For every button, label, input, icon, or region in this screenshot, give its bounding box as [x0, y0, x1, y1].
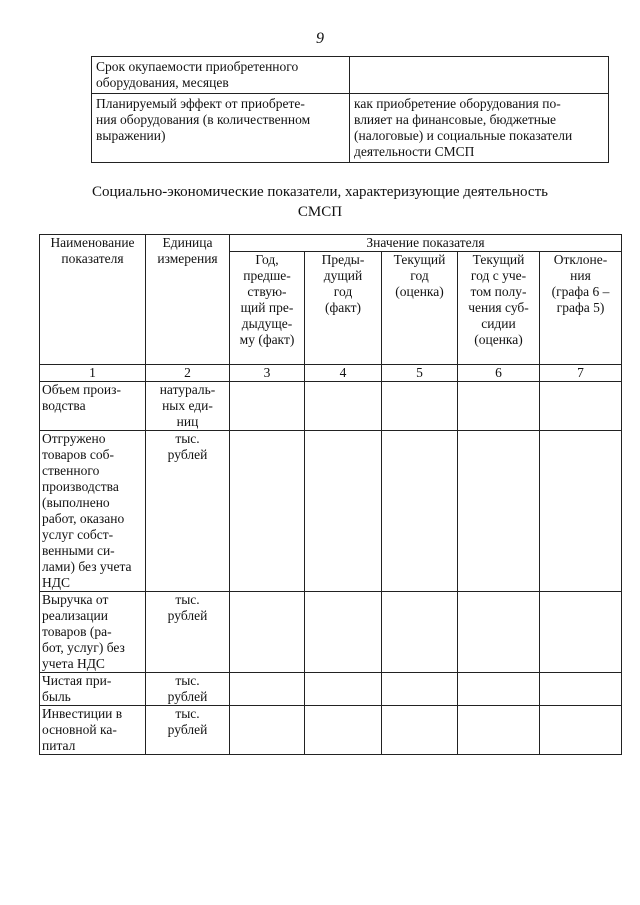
column-number: 5: [382, 365, 458, 382]
equipment-summary-table: [91, 56, 609, 163]
value-cell: [305, 673, 382, 706]
payback-value: [350, 57, 609, 94]
column-number: 1: [40, 365, 146, 382]
text-line: Отгружено: [42, 431, 106, 446]
text-line: ственного: [42, 463, 100, 478]
text-line: дыдуще-: [241, 316, 293, 331]
text-line: влияет на финансовые, бюджетные: [354, 112, 557, 127]
text-line: графа 5): [556, 300, 605, 315]
indicator-unit: [146, 673, 230, 706]
payback-label: [92, 57, 350, 94]
text-line: Чистая при-: [42, 673, 112, 688]
text-line: ния: [570, 268, 591, 283]
text-line: питал: [42, 738, 76, 753]
header-col-4: [305, 252, 382, 365]
text-line: рублей: [167, 689, 208, 704]
text-line: Единица: [162, 235, 213, 250]
text-line: показателя: [61, 251, 124, 266]
value-cell: [305, 382, 382, 431]
text-line: измерения: [157, 251, 218, 266]
text-line: оборудования, месяцев: [96, 75, 229, 90]
section-title: [60, 182, 580, 222]
text-line: ствую-: [247, 284, 287, 299]
indicator-name: [40, 706, 146, 755]
text-line: предше-: [243, 268, 291, 283]
text-line: Год,: [255, 252, 279, 267]
text-line: тыс.: [175, 592, 200, 607]
value-cell: [382, 592, 458, 673]
text-line: ния оборудования (в количественном: [96, 112, 311, 127]
value-cell: [230, 673, 305, 706]
text-line: том полу-: [470, 284, 527, 299]
value-cell: [230, 382, 305, 431]
text-line: (оценка): [474, 332, 523, 347]
text-line: НДС: [42, 575, 70, 590]
value-cell: [458, 673, 540, 706]
text-line: рублей: [167, 722, 208, 737]
column-number-row: [40, 365, 622, 382]
table-row: [40, 706, 622, 755]
value-cell: [540, 673, 622, 706]
header-name: [40, 235, 146, 365]
text-line: венными си-: [42, 543, 115, 558]
text-line: Планируемый эффект от приобрете-: [96, 96, 305, 111]
value-cell: [458, 431, 540, 592]
column-number: 2: [146, 365, 230, 382]
value-cell: [382, 382, 458, 431]
text-line: товаров соб-: [42, 447, 115, 462]
text-line: Текущий: [393, 252, 446, 267]
value-cell: [540, 592, 622, 673]
indicator-unit: [146, 706, 230, 755]
text-line: Срок окупаемости приобретенного: [96, 59, 299, 74]
indicators-table: [39, 234, 622, 755]
text-line: Преды-: [321, 252, 365, 267]
text-line: быль: [42, 689, 71, 704]
value-cell: [540, 382, 622, 431]
value-cell: [540, 431, 622, 592]
text-line: рублей: [167, 447, 208, 462]
table-row: [40, 382, 622, 431]
table-row: [40, 592, 622, 673]
title-line: Социально-экономические показатели, характеризующие деятельность: [92, 184, 548, 200]
text-line: учета НДС: [42, 656, 105, 671]
value-cell: [305, 592, 382, 673]
text-line: услуг собст-: [42, 527, 114, 542]
effect-label: [92, 94, 350, 163]
indicator-unit: [146, 382, 230, 431]
value-cell: [382, 673, 458, 706]
value-cell: [458, 706, 540, 755]
text-line: Наименование: [50, 235, 135, 250]
text-line: Отклоне-: [553, 252, 608, 267]
value-cell: [458, 592, 540, 673]
text-line: Объем произ-: [42, 382, 121, 397]
text-line: Текущий: [472, 252, 525, 267]
text-line: ных еди-: [162, 398, 213, 413]
value-cell: [382, 706, 458, 755]
text-line: выражении): [96, 128, 166, 143]
text-line: Выручка от: [42, 592, 109, 607]
indicator-name: [40, 673, 146, 706]
indicator-unit: [146, 592, 230, 673]
value-cell: [230, 592, 305, 673]
text-line: год: [333, 284, 353, 299]
indicator-name: [40, 431, 146, 592]
value-cell: [382, 431, 458, 592]
text-line: тыс.: [175, 673, 200, 688]
text-line: как приобретение оборудования по-: [354, 96, 561, 111]
table-row: [40, 431, 622, 592]
title-line: СМСП: [297, 204, 343, 220]
header-row: [40, 235, 622, 252]
text-line: (налоговые) и социальные показатели: [354, 128, 573, 143]
text-line: натураль-: [159, 382, 216, 397]
text-line: ниц: [176, 414, 199, 429]
page-number: 9: [316, 30, 324, 47]
text-line: водства: [42, 398, 86, 413]
indicator-name: [40, 382, 146, 431]
value-cell: [230, 706, 305, 755]
column-number: 4: [305, 365, 382, 382]
text-line: тыс.: [175, 431, 200, 446]
text-line: Инвестиции в: [42, 706, 123, 721]
header-col-3: [230, 252, 305, 365]
text-line: му (факт): [239, 332, 295, 347]
column-number: 7: [540, 365, 622, 382]
text-line: производства: [42, 479, 119, 494]
text-line: (графа 6 –: [551, 284, 610, 299]
value-cell: [458, 382, 540, 431]
text-line: дущий: [323, 268, 363, 283]
value-cell: [305, 706, 382, 755]
text-line: тыс.: [175, 706, 200, 721]
text-line: (факт): [324, 300, 361, 315]
text-line: бот, услуг) без: [42, 640, 125, 655]
text-line: сидии: [481, 316, 516, 331]
header-col-5: [382, 252, 458, 365]
column-number: 6: [458, 365, 540, 382]
indicator-name: [40, 592, 146, 673]
text-line: лами) без учета: [42, 559, 132, 574]
header-value-group: Значение показателя: [230, 235, 622, 252]
value-cell: [540, 706, 622, 755]
text-line: основной ка-: [42, 722, 117, 737]
text-line: чения суб-: [468, 300, 529, 315]
text-line: реализации: [42, 608, 108, 623]
effect-value: [350, 94, 609, 163]
text-line: щий пре-: [240, 300, 294, 315]
header-col-7: [540, 252, 622, 365]
value-cell: [230, 431, 305, 592]
header-unit: [146, 235, 230, 365]
table-row: [92, 57, 609, 94]
value-cell: [305, 431, 382, 592]
table-row: [40, 673, 622, 706]
header-col-6: [458, 252, 540, 365]
text-line: год с уче-: [470, 268, 527, 283]
table-row: [92, 94, 609, 163]
text-line: работ, оказано: [42, 511, 125, 526]
text-line: год: [410, 268, 429, 283]
text-line: (выполнено: [42, 495, 110, 510]
column-number: 3: [230, 365, 305, 382]
text-line: товаров (ра-: [42, 624, 112, 639]
indicator-unit: [146, 431, 230, 592]
text-line: (оценка): [395, 284, 444, 299]
text-line: рублей: [167, 608, 208, 623]
text-line: деятельности СМСП: [354, 144, 475, 159]
